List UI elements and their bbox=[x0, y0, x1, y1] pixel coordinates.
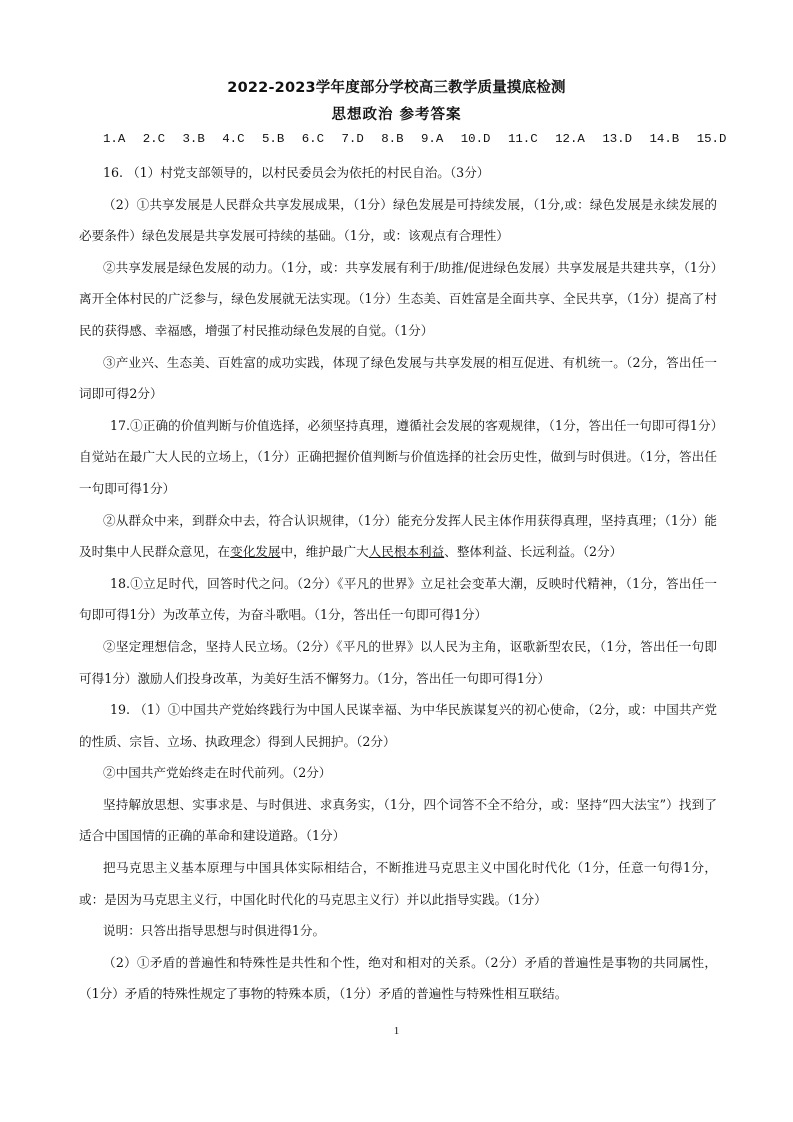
choice-answer: 12.A bbox=[555, 132, 585, 146]
underlined-phrase: 人民根本利益 bbox=[368, 544, 445, 560]
choice-answer: 8.B bbox=[381, 132, 404, 146]
document-subtitle: 思想政治 参考答案 bbox=[331, 107, 462, 123]
choice-answer: 6.C bbox=[301, 132, 325, 146]
choice-answer: 11.C bbox=[507, 132, 538, 146]
q17-point2 bbox=[79, 505, 717, 568]
choice-answer: 13.D bbox=[602, 132, 633, 146]
q17-point1: 17.①正确的价值判断与价值选择，必须坚持真理，遵循社会发展的客观规律，（1分，答出任一句即可得1分）自觉站在最广大人民的立场上，（1分）正确把握价值判断与价值选择的社会历史性，做到与时俱进。（1分，答出任一句即可得1分） bbox=[79, 417, 717, 496]
underlined-phrase: 变化发展 bbox=[230, 544, 281, 560]
q19-note: 说明：只答出指导思想与时俱进得1分。 bbox=[103, 923, 326, 939]
q18-point1: 18.①立足时代，回答时代之问。（2分）《平凡的世界》立足社会变革大潮，反映时代精神，（1分，答出任一句即可得1分）为改革立传，为奋斗歌唱。（1分，答出任一句即可得1分） bbox=[79, 575, 717, 623]
q16-part2-point2: ②共享发展是绿色发展的动力。（1分，或：共享发展有利于/助推/促进绿色发展）共享发展是共建共享，（1分）离开全体村民的广泛参与，绿色发展就无法实现。（1分）生态美、百姓富是全面共享、全民共享，（1分）提高了村民的获得感、幸福感，增强了村民推动绿色发展的自觉。（1分） bbox=[79, 259, 717, 338]
choice-answer: 1.A bbox=[103, 132, 126, 146]
q18-point2: ②坚定理想信念，坚持人民立场。（2分）《平凡的世界》以人民为主角，讴歌新型农民，（1分，答出任一句即可得1分）激励人们投身改革，为美好生活不懈努力。（1分，答出任一句即可得1分） bbox=[79, 638, 717, 686]
q16-part2-point3: ③产业兴、生态美、百姓富的成功实践，体现了绿色发展与共享发展的相互促进、有机统一。（2分，答出任一词即可得2分） bbox=[79, 354, 717, 402]
choice-answer: 7.D bbox=[341, 132, 364, 146]
q19-part1-point1: 19. （1）①中国共产党始终践行为中国人民谋幸福、为中华民族谋复兴的初心使命，（2分，或：中国共产党的性质、宗旨、立场、执政理念）得到人民拥护。（2分） bbox=[79, 702, 717, 749]
q17-point2-text-c: 、整体利益、长远利益。（2分） bbox=[444, 544, 623, 560]
q19-part1-point3: 坚持解放思想、实事求是、与时俱进、求真务实，（1分，四个词答不全不给分，或：坚持“四大法宝”）找到了适合中国国情的正确的革命和建设道路。（1分） bbox=[79, 796, 717, 844]
choice-answer: 5.B bbox=[262, 132, 285, 146]
choice-answer: 10.D bbox=[460, 132, 491, 146]
q16-part2-point1: （2）①共享发展是人民群众共享发展成果，（1分）绿色发展是可持续发展，（1分,或：绿色发展是永续发展的必要条件）绿色发展是共享发展可持续的基础。（1分，或：该观点有合理性） bbox=[79, 196, 717, 244]
choice-answer: 9.A bbox=[421, 132, 444, 146]
choice-answer: 4.C bbox=[222, 132, 245, 146]
answer-body bbox=[79, 157, 717, 1010]
q16-part1: 16. （1）村党支部领导的，以村民委员会为依托的村民自治。（3分） bbox=[103, 165, 490, 180]
q19-part1-point4: 把马克思主义基本原理与中国具体实际相结合，不断推进马克思主义中国化时代化（1分，任意一句得1分，或：是因为马克思主义行，中国化时代化的马克思主义行）并以此指导实践。（1分） bbox=[79, 860, 717, 907]
choice-answer: 3.B bbox=[182, 132, 205, 146]
q19-part2-point1: （2）①矛盾的普遍性和特殊性是共性和个性，绝对和相对的关系。（2分）矛盾的普遍性是事物的共同属性，（1分）矛盾的特殊性规定了事物的特殊本质，（1分）矛盾的普遍性与特殊性相互联结。 bbox=[79, 954, 717, 1002]
q17-point2-text-b: 中，维护最广大 bbox=[280, 544, 369, 560]
q19-part1-point2: ②中国共产党始终走在时代前列。（2分） bbox=[103, 765, 332, 781]
choice-answer: 2.C bbox=[142, 132, 166, 146]
choice-answer: 14.B bbox=[649, 132, 680, 146]
page-number: 1 bbox=[393, 1025, 400, 1037]
q17-point2-text-a: ②从群众中来，到群众中去，符合认识规律，（1分）能充分发挥人民主体作用获得真理，坚持真理；（1分）能及时集中人民群众意见，在 bbox=[79, 512, 717, 560]
document-title: 2022-2023学年度部分学校高三教学质量摸底检测 bbox=[227, 80, 566, 96]
choice-answers bbox=[103, 132, 736, 146]
choice-answer: 15.D bbox=[696, 132, 727, 146]
